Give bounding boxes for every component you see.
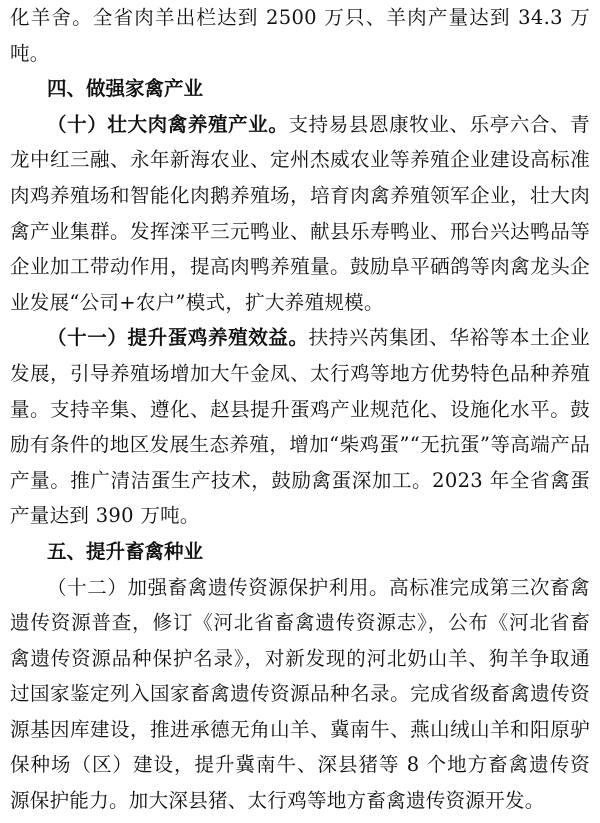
section-heading-4: 四、做强家禽产业 [47, 77, 204, 101]
paragraph-item-12 [10, 570, 590, 819]
item-10-body: 支持易县恩康牧业、乐亭六合、青龙中红三融、永年新海农业、定州杰威农业等养殖企业建设高标准肉鸡养殖场和智能化肉鹅养殖场，培育肉禽养殖领军企业，壮大肉禽产业集群。发挥滦平三元鸭业、献县乐寿鸭业、邢台兴达鸭品等企业加工带动作用，提高肉鸭养殖量。鼓励阜平硒鸽等肉禽龙头企业发展“公司+农户”模式，扩大养殖规模。 [10, 112, 590, 314]
intro-paragraph-tail: 化羊舍。全省肉羊出栏达到 2500 万只、羊肉产量达到 34.3 万吨。 [10, 6, 590, 65]
item-12-lead: （十二）加强畜禽遗传资源保护利用。 [47, 575, 390, 599]
item-11-lead: （十一）提升蛋鸡养殖效益。 [47, 326, 309, 350]
section-heading-5: 五、提升畜禽种业 [47, 539, 204, 563]
paragraph-item-11 [10, 320, 590, 534]
item-10-lead: （十）壮大肉禽养殖产业。 [47, 112, 289, 136]
document-page [10, 0, 590, 819]
item-11-body: 扶持兴芮集团、华裕等本土企业发展，引导养殖场增加大午金凤、太行鸡等地方优势特色品种养殖量。支持辛集、遵化、赵县提升蛋鸡产业规范化、设施化水平。鼓励有条件的地区发展生态养殖，增加“柴鸡蛋”“无抗蛋”等高端产品产量。推广清洁蛋生产技术，鼓励禽蛋深加工。2023 年全省禽蛋产量达到 390 万吨。 [10, 326, 590, 528]
item-12-body: 高标准完成第三次畜禽遗传资源普查，修订《河北省畜禽遗传资源志》，公布《河北省畜禽遗传资源品种保护名录》，对新发现的河北奶山羊、狗羊争取通过国家鉴定列入国家畜禽遗传资源品种名录。完成省级畜禽遗传资源基因库建设，推进承德无角山羊、冀南牛、燕山绒山羊和阳原驴保种场（区）建设，提升冀南牛、深县猪等 8 个地方畜禽遗传资源保护能力。加大深县猪、太行鸡等地方畜禽遗传资源开发。 [10, 575, 590, 813]
paragraph-item-10 [10, 107, 590, 321]
